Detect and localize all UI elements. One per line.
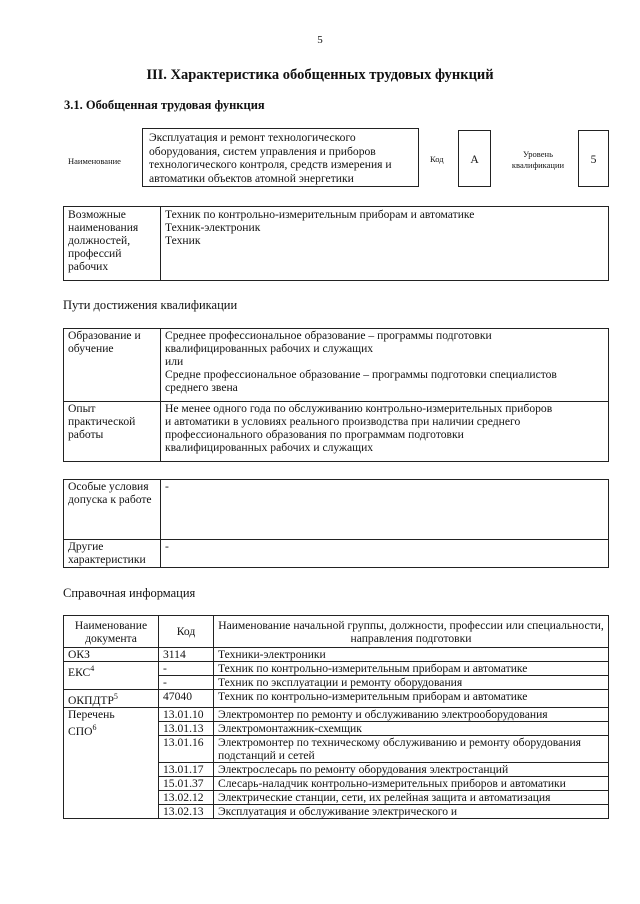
gtf-level-value: 5: [578, 130, 609, 187]
condition-value: -: [161, 540, 609, 568]
path-label: Образование и обучение: [64, 329, 161, 402]
gtf-level-label-line2: квалификации: [511, 160, 565, 170]
ref-code: -: [159, 676, 214, 690]
path-line: квалифицированных рабочих и служащих: [165, 441, 374, 454]
path-line: квалифицированных рабочих и служащих: [165, 342, 374, 355]
ref-code: 15.01.37: [159, 776, 214, 790]
ref-name: Эксплуатация и обслуживание электрического и: [214, 804, 609, 818]
path-line: Средне профессиональное образование – программы подготовки специалистов: [165, 368, 557, 381]
ref-name: Электромонтажник-схемщик: [214, 721, 609, 735]
positions-table: [63, 206, 609, 281]
gtf-level-label: [505, 149, 571, 171]
path-line: или: [165, 355, 184, 368]
paths-table: [63, 328, 609, 462]
ref-doc: [64, 707, 159, 818]
ref-name: Техник по контрольно-измерительным приборам и автоматике: [214, 662, 609, 676]
ref-code: 13.01.17: [159, 762, 214, 776]
footnote-mark: 4: [90, 664, 95, 673]
reference-table: [63, 615, 609, 819]
ref-name: Электромонтер по ремонту и обслуживанию электрооборудования: [214, 707, 609, 721]
ref-doc-text: ОКПДТР: [68, 693, 114, 707]
subsection-title: 3.1. Обобщенная трудовая функция: [64, 98, 265, 112]
gtf-name-value: Эксплуатация и ремонт технологического оборудования, систем управления и приборов технологического контроля, средств измерения и автоматики объектов атомной энергетики: [142, 128, 419, 187]
path-content: [161, 329, 609, 402]
path-line: Не менее одного года по обслуживанию контрольно-измерительных приборов: [165, 402, 553, 415]
position-item: Техник по контрольно-измерительным приборам и автоматике: [165, 208, 475, 221]
ref-header-code: Код: [159, 616, 214, 648]
ref-header-name: Наименование начальной группы, должности, профессии или специальности, направления подготовки: [214, 616, 609, 648]
path-line: профессионального образования по программам подготовки: [165, 428, 464, 441]
ref-doc: ОКЗ: [64, 648, 159, 662]
ref-code: -: [159, 662, 214, 676]
path-label: Опыт практической работы: [64, 402, 161, 462]
ref-name: Электрослесарь по ремонту оборудования электростанций: [214, 762, 609, 776]
ref-code: 13.01.13: [159, 721, 214, 735]
ref-code: 13.01.16: [159, 735, 214, 762]
ref-doc: [64, 662, 159, 690]
position-item: Техник-электроник: [165, 221, 261, 234]
ref-name: Слесарь-наладчик контрольно-измерительных приборов и автоматики: [214, 776, 609, 790]
ref-doc-text: ЕКС: [68, 665, 91, 679]
path-line: Среднее профессиональное образование – программы подготовки: [165, 329, 492, 342]
path-line: и автоматики в условиях реального производства при наличии среднего: [165, 415, 521, 428]
ref-name: Электромонтер по техническому обслуживанию и ремонту оборудования подстанций и сетей: [214, 735, 609, 762]
ref-doc-text: Перечень СПО: [68, 707, 115, 738]
position-item: Техник: [165, 234, 201, 247]
condition-value: -: [161, 480, 609, 540]
paths-caption: Пути достижения квалификации: [63, 298, 238, 312]
condition-label: Другие характеристики: [64, 540, 161, 568]
ref-name: Техники-электроники: [214, 648, 609, 662]
ref-code: 13.01.10: [159, 707, 214, 721]
path-content: [161, 402, 609, 462]
gtf-level-label-line1: Уровень: [523, 149, 553, 159]
gtf-name-label: Наименование: [68, 156, 121, 166]
ref-code: 13.02.13: [159, 804, 214, 818]
ref-name: Электрические станции, сети, их релейная защита и автоматизация: [214, 790, 609, 804]
conditions-table: [63, 479, 609, 568]
gtf-code-value: А: [458, 130, 491, 187]
ref-code: 47040: [159, 690, 214, 708]
footnote-mark: 5: [113, 692, 118, 701]
ref-code: 3114: [159, 648, 214, 662]
ref-code: 13.02.12: [159, 790, 214, 804]
positions-values: [161, 207, 609, 281]
ref-name: Техник по контрольно-измерительным приборам и автоматике: [214, 690, 609, 708]
footnote-mark: 6: [92, 722, 97, 732]
positions-label: Возможные наименования должностей, профессий рабочих: [64, 207, 161, 281]
ref-doc: [64, 690, 159, 708]
page-number: 5: [317, 34, 323, 46]
ref-header-doc: Наименование документа: [64, 616, 159, 648]
reference-caption: Справочная информация: [63, 586, 196, 600]
path-line: среднего звена: [165, 381, 238, 394]
section-title: III. Характеристика обобщенных трудовых функций: [146, 67, 494, 83]
condition-label: Особые условия допуска к работе: [64, 480, 161, 540]
ref-name: Техник по эксплуатации и ремонту оборудования: [214, 676, 609, 690]
gtf-code-label: Код: [430, 154, 444, 164]
